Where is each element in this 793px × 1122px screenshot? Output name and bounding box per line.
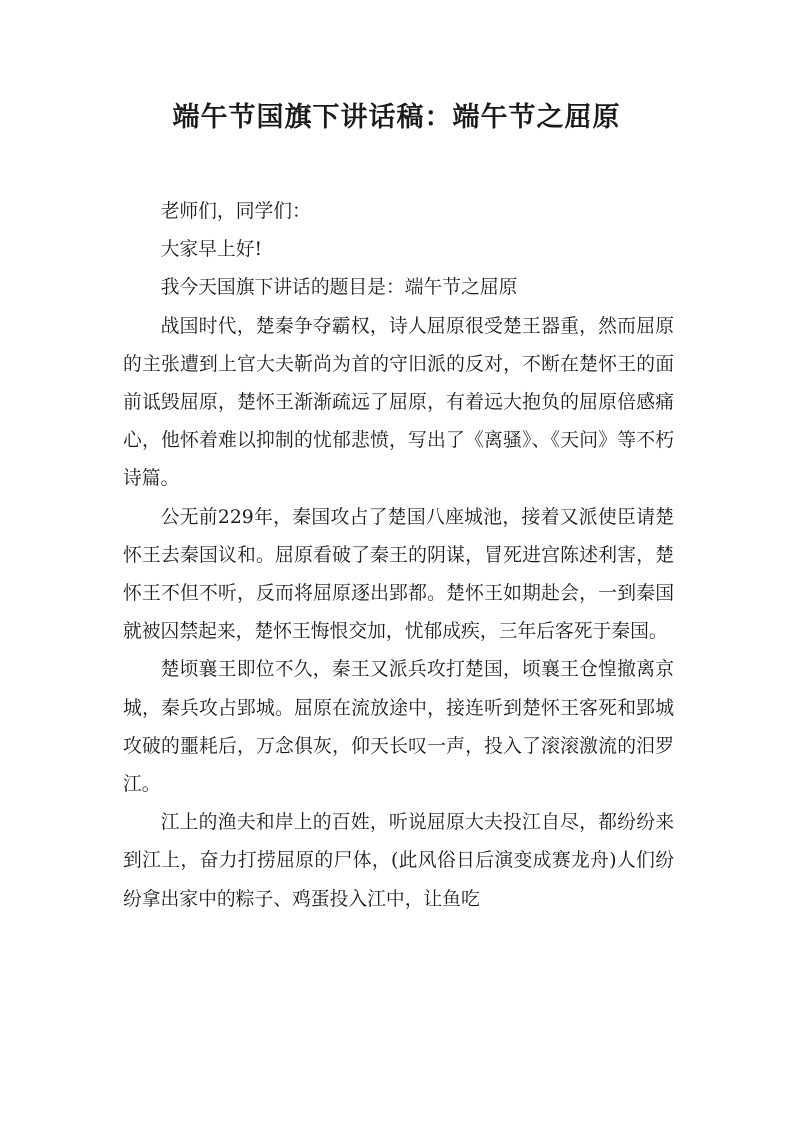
paragraph-fishermen: 江上的渔夫和岸上的百姓，听说屈原大夫投江自尽，都纷纷来到江上，奋力打捞屈原的尸体，(此风俗日后演变成赛龙舟)人们纷纷拿出家中的粽子、鸡蛋投入江中，让鱼吃	[123, 812, 674, 910]
document-body	[123, 193, 674, 919]
paragraph-greeting: 大家早上好!	[160, 239, 263, 261]
paragraph-qingxiang: 楚顷襄王即位不久，秦王又派兵攻打楚国，顷襄王仓惶撤离京城，秦兵攻占郢城。屈原在流放途中，接连听到楚怀王客死和郢城攻破的噩耗后，万念俱灰，仰天长叹一声，投入了滚滚激流的汨罗江。	[123, 659, 674, 796]
paragraph-salutation: 老师们，同学们：	[160, 201, 311, 222]
paragraph-warring-states: 战国时代，楚秦争夺霸权，诗人屈原很受楚王器重，然而屈原的主张遭到上官大夫靳尚为首的守旧派的反对，不断在楚怀王的面前诋毁屈原，楚怀王渐渐疏远了屈原，有着远大抱负的屈原倍感痛心，他怀着难以抑制的忧郁悲愤，写出了《离骚》、《天问》等不朽诗篇。	[123, 315, 674, 490]
paragraph-229: 公无前229年，秦国攻占了楚国八座城池，接着又派使臣请楚怀王去秦国议和。屈原看破了秦王的阴谋，冒死进宫陈述利害，楚怀王不但不听，反而将屈原逐出郢都。楚怀王如期赴会，一到秦国就被囚禁起来，楚怀王悔恨交加，忧郁成疾，三年后客死于秦国。	[123, 506, 674, 643]
paragraph-topic: 我今天国旗下讲话的题目是：端午节之屈原	[160, 277, 518, 299]
document-title: 端午节国旗下讲话稿：端午节之屈原	[172, 102, 621, 133]
